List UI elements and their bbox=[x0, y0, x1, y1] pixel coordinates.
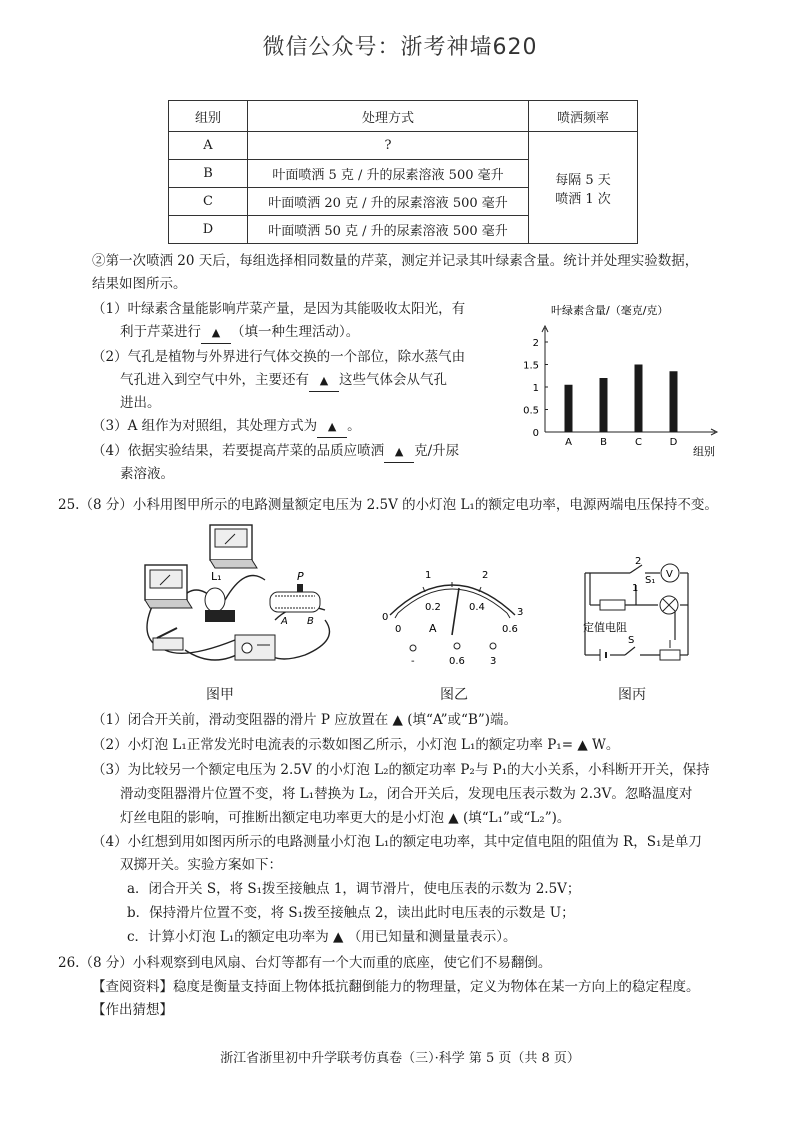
power-supply-icon bbox=[235, 635, 275, 660]
q24-q1-line1: （1）叶绿素含量能影响芹菜产量，是因为其能吸收太阳光，有 bbox=[92, 301, 466, 317]
q26-guess: 【作出猜想】 bbox=[92, 1002, 173, 1018]
q25-q3-line3: 灯丝电阻的影响，可推断出额定电功率更大的是小灯泡 ▲ (填“L₁”或“L₂”)。 bbox=[120, 810, 571, 826]
rheostat-a-label: A bbox=[281, 616, 288, 627]
table-row bbox=[169, 132, 638, 160]
q24-q1-line2 bbox=[120, 322, 359, 344]
fixed-resistor-symbol bbox=[600, 600, 625, 610]
x-tick-label: D bbox=[669, 437, 678, 448]
q24-q4-line2: 素溶液。 bbox=[120, 466, 174, 482]
contact-1: 1 bbox=[632, 583, 639, 594]
q24-q2-prefix: 气孔进入到空气中外，主要还有 bbox=[120, 372, 309, 388]
q24-intro-line2: 结果如图所示。 bbox=[92, 276, 187, 292]
figure-bing-circuit bbox=[580, 555, 700, 665]
q24-q3-prefix: （3）A 组作为对照组，其处理方式为 bbox=[92, 418, 318, 434]
dial-lower-0: 0 bbox=[395, 624, 402, 635]
figure-jia-apparatus bbox=[125, 520, 350, 670]
rheostat-symbol bbox=[660, 650, 680, 660]
q25-q4-line1: （4）小红想到用如图丙所示的电路测量小灯泡 L₁的额定电功率，其中定值电阻的阻值为 R，S₁是单刀 bbox=[92, 834, 702, 850]
blank-marker: ▲ bbox=[319, 374, 329, 387]
q24-q1-suffix: （填一种生理活动）。 bbox=[231, 324, 360, 340]
rheostat-p-label: P bbox=[297, 570, 304, 583]
q24-q1-prefix: 利于芹菜进行 bbox=[120, 324, 201, 340]
chart-bar bbox=[600, 378, 608, 432]
figure-yi-caption: 图乙 bbox=[440, 687, 468, 703]
q25-stem: 25.（8 分）小科用图甲所示的电路测量额定电压为 2.5V 的小灯泡 L₁的额定电功率，电源两端电压保持不变。 bbox=[58, 497, 718, 513]
x-tick-label: C bbox=[635, 437, 642, 448]
blank-marker: ▲ bbox=[394, 445, 404, 458]
chart-x-axis-label: 组别 bbox=[693, 445, 715, 458]
chart-body bbox=[523, 326, 717, 448]
chlorophyll-bar-chart bbox=[515, 300, 755, 460]
table-cell-group: D bbox=[169, 216, 248, 244]
chart-bar bbox=[670, 371, 678, 432]
chart-bar bbox=[635, 365, 643, 433]
table-cell-group: A bbox=[169, 132, 248, 160]
q25-step-b: b．保持滑片位置不变，将 S₁拨至接触点 2，读出此时电压表的示数是 U； bbox=[127, 905, 575, 921]
answer-blank bbox=[317, 416, 347, 438]
terminal-minus: - bbox=[411, 656, 415, 667]
q25-q3-line2: 滑动变阻器滑片位置不变，将 L₁替换为 L₂，闭合开关后，发现电压表示数为 2.3V。忽略温度对 bbox=[120, 786, 693, 802]
dial-lower-04: 0.4 bbox=[469, 602, 485, 613]
voltmeter-icon bbox=[210, 525, 257, 568]
table-cell-method: 叶面喷洒 20 克 / 升的尿素溶液 500 毫升 bbox=[248, 188, 529, 216]
q24-intro-line1: ②第一次喷洒 20 天后，每组选择相同数量的芹菜，测定并记录其叶绿素含量。统计并处理实验数据， bbox=[92, 253, 699, 269]
q25-q4-line2: 双掷开关。实验方案如下： bbox=[120, 857, 282, 873]
page-footer: 浙江省浙里初中升学联考仿真卷（三）·科学 第 5 页（共 8 页） bbox=[220, 1051, 580, 1066]
ammeter-icon bbox=[145, 565, 192, 608]
table-header-frequency: 喷洒频率 bbox=[529, 101, 638, 132]
q25-q2: （2）小灯泡 L₁正常发光时电流表的示数如图乙所示，小灯泡 L₁的额定功率 P₁= ▲ W。 bbox=[92, 737, 620, 753]
switch-s-label: S bbox=[628, 635, 635, 646]
table-cell-group: B bbox=[169, 160, 248, 188]
dial-upper-2: 2 bbox=[482, 570, 489, 581]
x-tick-label: A bbox=[565, 437, 572, 448]
frequency-line-1: 每隔 5 天 bbox=[555, 172, 611, 188]
chart-bar bbox=[565, 385, 573, 432]
answer-blank bbox=[309, 370, 339, 392]
y-tick-label: 1.5 bbox=[523, 360, 539, 372]
table-header-row bbox=[169, 101, 638, 132]
ammeter-needle bbox=[452, 588, 459, 635]
switch-s1-label: S₁ bbox=[645, 575, 656, 586]
answer-blank bbox=[384, 441, 414, 463]
terminal-06: 0.6 bbox=[449, 656, 465, 667]
contact-2: 2 bbox=[635, 556, 642, 567]
q25-step-a: a．闭合开关 S，将 S₁拨至接触点 1，调节滑片，使电压表的示数为 2.5V； bbox=[127, 881, 581, 897]
q25-q1: （1）闭合开关前，滑动变阻器的滑片 P 应放置在 ▲ (填“A”或“B”)端。 bbox=[92, 712, 518, 728]
dial-unit: A bbox=[429, 622, 437, 635]
table-header-group: 组别 bbox=[169, 101, 248, 132]
q24-q4-line1 bbox=[92, 441, 459, 463]
q24-q3-suffix: 。 bbox=[347, 418, 361, 434]
y-tick-label: 1 bbox=[532, 383, 539, 394]
blank-marker: ▲ bbox=[211, 326, 221, 339]
y-tick-label: 0.5 bbox=[523, 405, 539, 417]
table-cell-method: 叶面喷洒 5 克 / 升的尿素溶液 500 毫升 bbox=[248, 160, 529, 188]
treatment-table bbox=[168, 100, 638, 244]
x-tick-label: B bbox=[600, 437, 607, 448]
switch-icon bbox=[153, 628, 183, 650]
q26-stem: 26.（8 分）小科观察到电风扇、台灯等都有一个大而重的底座，使它们不易翻倒。 bbox=[58, 955, 552, 971]
dial-lower-06: 0.6 bbox=[502, 624, 518, 635]
blank-marker: ▲ bbox=[327, 420, 337, 433]
q26-info: 【查阅资料】稳度是衡量支持面上物体抵抗翻倒能力的物理量，定义为物体在某一方向上的稳定程度。 bbox=[92, 979, 700, 995]
dial-upper-3: 3 bbox=[517, 607, 524, 618]
q24-q4-suffix: 克/升尿 bbox=[414, 443, 460, 459]
q24-q2-line1: （2）气孔是植物与外界进行气体交换的一个部位，除水蒸气由 bbox=[92, 349, 466, 365]
q24-q2-suffix: 这些气体会从气孔 bbox=[339, 372, 447, 388]
figure-yi-ammeter-dial bbox=[365, 560, 540, 675]
table-cell-group: C bbox=[169, 188, 248, 216]
page-header-title: 微信公众号：浙考神墙620 bbox=[262, 35, 538, 60]
bulb-icon bbox=[205, 570, 235, 622]
q25-step-c: c．计算小灯泡 L₁的额定电功率为 ▲ （用已知量和测量量表示）。 bbox=[127, 929, 517, 945]
figure-bing-caption: 图丙 bbox=[618, 687, 646, 703]
resistor-label: 定值电阻 bbox=[583, 621, 627, 634]
y-tick-label: 2 bbox=[532, 338, 539, 349]
table-cell-method: 叶面喷洒 50 克 / 升的尿素溶液 500 毫升 bbox=[248, 216, 529, 244]
table-header-method: 处理方式 bbox=[248, 101, 529, 132]
q24-q2-line2 bbox=[120, 370, 447, 392]
chart-y-axis-label: 叶绿素含量/（毫克/克） bbox=[551, 304, 669, 317]
figure-jia-caption: 图甲 bbox=[206, 687, 234, 703]
frequency-line-2: 喷洒 1 次 bbox=[555, 191, 611, 207]
voltmeter-v: V bbox=[666, 569, 673, 580]
q24-q4-prefix: （4）依据实验结果，若要提高芹菜的品质应喷洒 bbox=[92, 443, 385, 459]
lamp-label: L₁ bbox=[211, 570, 222, 583]
q24-q3 bbox=[92, 416, 361, 438]
table-cell-frequency bbox=[529, 132, 638, 244]
rheostat-b-label: B bbox=[307, 616, 314, 627]
q25-q3-line1: （3）为比较另一个额定电压为 2.5V 的小灯泡 L₂的额定功率 P₂与 P₁的大小关系，小科断开开关，保持 bbox=[92, 762, 710, 778]
q24-q2-line3: 进出。 bbox=[120, 395, 161, 411]
answer-blank bbox=[201, 322, 231, 344]
y-tick-label: 0 bbox=[532, 428, 539, 439]
dial-upper-0: 0 bbox=[382, 612, 389, 623]
dial-upper-1: 1 bbox=[425, 570, 432, 581]
terminal-3: 3 bbox=[490, 656, 497, 667]
dial-lower-02: 0.2 bbox=[425, 602, 441, 613]
table-cell-method: ? bbox=[248, 132, 529, 160]
